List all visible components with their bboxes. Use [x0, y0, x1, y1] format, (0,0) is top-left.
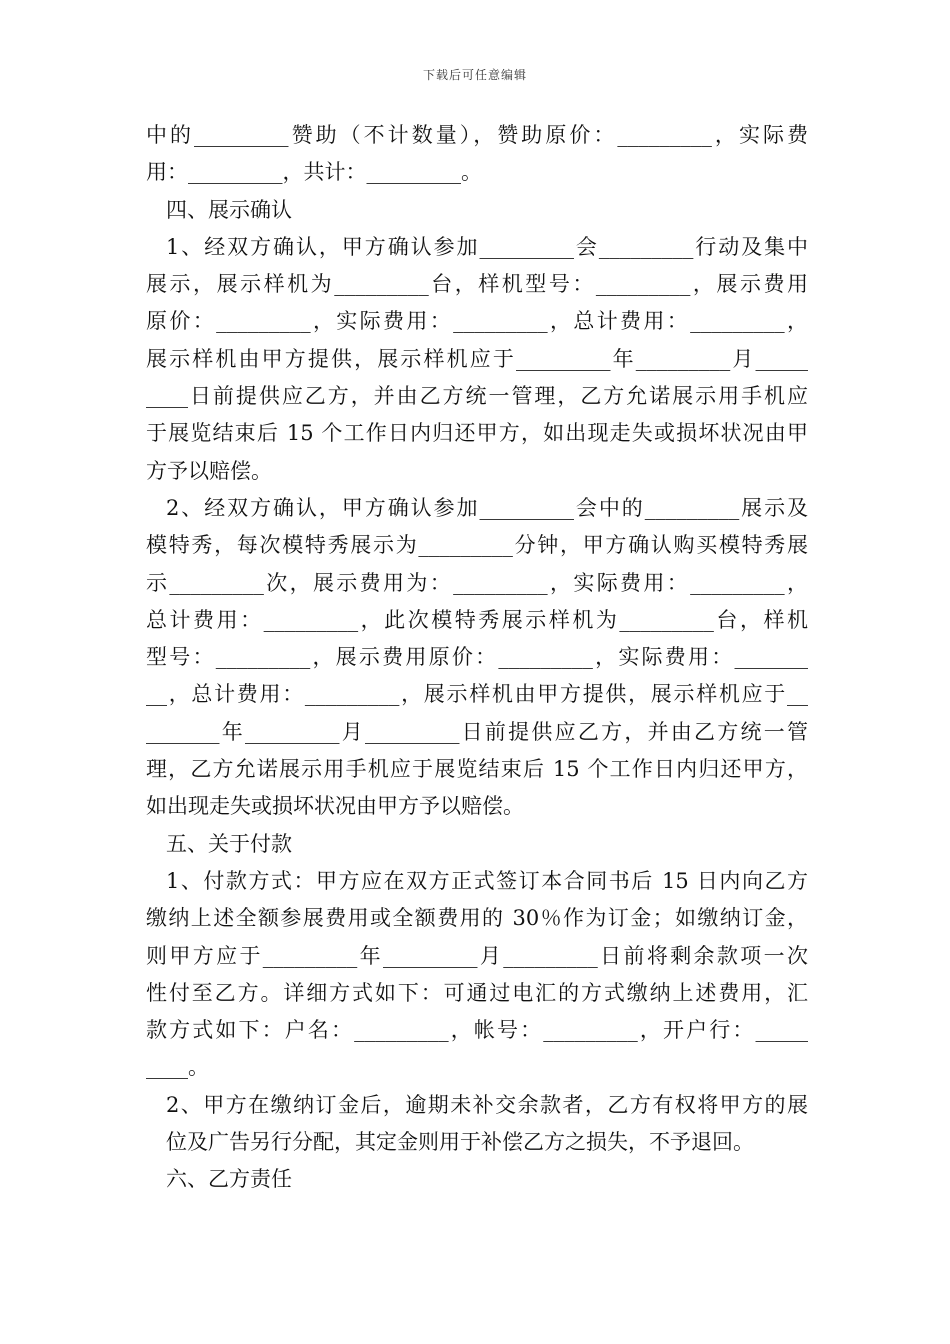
contract-line: 款方式如下：户名：_________，帐号：_________，开户行：_____	[146, 1018, 808, 1043]
contract-line: ____日前提供应乙方，并由乙方统一管理，乙方允诺展示用手机应	[146, 384, 808, 409]
document-body	[146, 117, 808, 1199]
section-heading-display-confirmation: 四、展示确认	[166, 197, 292, 222]
contract-line: 理，乙方允诺展示用手机应于展览结束后 15 个工作日内归还甲方，	[146, 757, 808, 782]
section-heading-party-b-responsibility: 六、乙方责任	[166, 1167, 292, 1192]
contract-line: ____。	[146, 1055, 209, 1080]
clause-line: 2、经双方确认，甲方确认参加_________会中的_________展示及	[166, 495, 808, 520]
contract-line: 模特秀，每次模特秀展示为_________分钟，甲方确认购买模特秀展	[146, 533, 808, 558]
contract-line: _______年_________月_________日前提供应乙方，并由乙方统一管	[146, 719, 808, 744]
clause-line: 1、付款方式：甲方应在双方正式签订本合同书后 15 日内向乙方	[166, 868, 808, 893]
contract-line: 则甲方应于_________年_________月_________日前将剩余款项一次	[146, 943, 808, 968]
contract-line: 性付至乙方。详细方式如下：可通过电汇的方式缴纳上述费用，汇	[146, 980, 808, 1005]
clause-line: 位及广告另行分配，其定金则用于补偿乙方之损失，不予退回。	[166, 1130, 754, 1155]
contract-line: 展示样机由甲方提供，展示样机应于_________年_________月_____	[146, 346, 808, 371]
contract-line: 缴纳上述全额参展费用或全额费用的 30％作为订金；如缴纳订金，	[146, 906, 808, 931]
contract-line: 于展览结束后 15 个工作日内归还甲方，如出现走失或损坏状况由甲	[146, 421, 808, 446]
clause-line: 2、甲方在缴纳订金后，逾期未补交余款者，乙方有权将甲方的展	[166, 1092, 808, 1117]
contract-line: 展示，展示样机为_________台，样机型号：_________，展示费用	[146, 272, 808, 297]
contract-line: 用：_________，共计：_________。	[146, 160, 482, 185]
contract-line: 总计费用：_________，此次模特秀展示样机为_________台，样机	[146, 607, 808, 632]
contract-line: 方予以赔偿。	[146, 458, 272, 483]
contract-line: 如出现走失或损坏状况由甲方予以赔偿。	[146, 794, 524, 819]
contract-line: 型号：_________，展示费用原价：_________，实际费用：_______	[146, 645, 808, 670]
section-heading-payment: 五、关于付款	[166, 831, 292, 856]
contract-line: 原价：_________，实际费用：_________，总计费用：_________，	[146, 309, 808, 334]
contract-line: 示_________次，展示费用为：_________，实际费用：_________，	[146, 570, 808, 595]
contract-line: 中的_________赞助（不计数量），赞助原价：_________，实际费	[146, 123, 808, 147]
page-header-note: 下载后可任意编辑	[422, 68, 527, 82]
clause-line: 1、经双方确认，甲方确认参加_________会_________行动及集中	[166, 234, 808, 259]
contract-line: __，总计费用：_________，展示样机由甲方提供，展示样机应于__	[146, 682, 808, 707]
